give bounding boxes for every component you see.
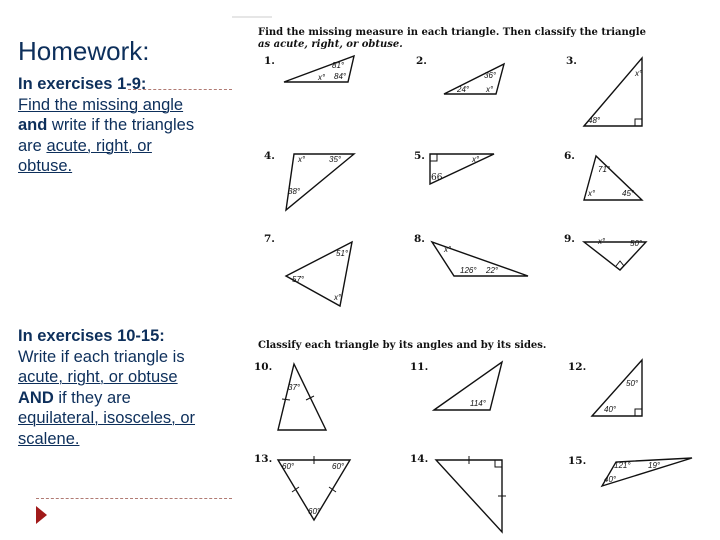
section1-line4: obtuse.: [18, 157, 73, 175]
section2-line2: acute, right, or obtuse: [18, 368, 178, 386]
section1-and: and: [18, 116, 48, 134]
problem-15: [568, 455, 692, 486]
problem-4-angle-b: 35°: [329, 155, 342, 164]
section1-line1: Find the missing angle: [18, 95, 184, 114]
homework-title: Homework:: [18, 36, 150, 66]
problem-11-triangle: [434, 362, 502, 410]
problem-4: [264, 150, 354, 210]
problem-6-angle-b: x°: [588, 189, 596, 198]
problem-5-right-angle-mark: [430, 154, 437, 161]
problem-5-number: 5.: [414, 150, 425, 162]
problem-14: [410, 453, 506, 532]
problem-15-number: 15.: [568, 455, 587, 467]
problem-1-number: 1.: [264, 55, 275, 67]
problem-7-number: 7.: [264, 233, 275, 245]
section2-line4: equilateral, isosceles, or: [18, 409, 196, 427]
problem-13-angle-b: 60°: [332, 462, 345, 471]
section2-and: AND: [18, 388, 54, 407]
section2-line1: Write if each triangle is: [18, 347, 185, 366]
problem-13: [254, 453, 350, 520]
problem-5-angle-b: 66: [431, 173, 443, 183]
problem-3-number: 3.: [566, 55, 577, 67]
problem-5-angle-a: x°: [472, 155, 480, 164]
problem-2: [416, 55, 504, 94]
problem-8-angle-b: 126°: [460, 266, 477, 275]
problem-1-angle-a: 81°: [332, 61, 345, 70]
problem-6-angle-a: 71°: [598, 165, 611, 174]
problem-13-tick-right: [329, 487, 336, 492]
problem-7: [264, 233, 352, 306]
problem-4-triangle: [286, 154, 354, 210]
problem-9-angle-b: 50°: [630, 239, 643, 248]
problem-10-tick-left: [282, 399, 290, 400]
problem-14-number: 14.: [410, 453, 429, 465]
section2-line5: scalene.: [18, 429, 80, 448]
problem-1-angle-c: x°: [318, 73, 326, 82]
problem-12-angle-a: 50°: [626, 379, 639, 388]
problem-6-angle-c: 45°: [622, 189, 635, 198]
section1-line2: [18, 115, 238, 136]
problem-7-angle-a: 51°: [336, 249, 349, 258]
worksheet-drawing: [232, 16, 720, 540]
worksheet-image: [232, 16, 720, 540]
problem-6: [564, 150, 642, 200]
directions-1-line2: as acute, right, or obtuse.: [258, 39, 403, 50]
problem-6-number: 6.: [564, 150, 575, 162]
problem-2-angle-b: 24°: [457, 85, 470, 94]
section2-line3-rest: if they are: [53, 388, 131, 407]
problem-8-angle-a: x°: [444, 245, 452, 254]
problem-14-right-angle-mark: [495, 460, 502, 467]
section1-heading: In exercises 1-9:: [18, 75, 147, 93]
next-slide-arrow-icon[interactable]: [36, 506, 47, 524]
section1-line3: are acute, right, or: [18, 136, 152, 155]
problem-13-tick-left: [292, 487, 299, 492]
problem-11: [410, 361, 502, 410]
problem-7-angle-b: 57°: [292, 275, 305, 284]
problem-2-angle-a: 36°: [484, 71, 497, 80]
problem-8-number: 8.: [414, 233, 425, 245]
problem-4-number: 4.: [264, 150, 275, 162]
section1-line3-options: acute, right, or: [46, 136, 152, 155]
problem-13-angle-a: 60°: [282, 462, 295, 471]
section2-heading: In exercises 10-15:: [18, 327, 165, 345]
problem-4-angle-c: 38°: [288, 187, 301, 196]
problem-7-angle-c: x°: [334, 293, 342, 302]
problem-3-right-angle-mark: [635, 119, 642, 126]
problem-15-angle-a: 121°: [614, 461, 631, 470]
section1-line2-rest: write if the triangles: [47, 116, 195, 134]
problem-13-number: 13.: [254, 453, 273, 465]
problem-1: [264, 55, 354, 82]
problem-3-angle-b: 48°: [588, 116, 601, 125]
problem-13-angle-c: 60°: [308, 507, 321, 516]
section2-line3: [18, 388, 238, 409]
problem-15-angle-c: 40°: [604, 475, 617, 484]
problem-4-angle-a: x°: [298, 155, 306, 164]
problem-12: [568, 360, 642, 416]
problem-11-number: 11.: [410, 361, 429, 373]
problem-12-triangle: [592, 360, 642, 416]
problem-2-number: 2.: [416, 55, 427, 67]
problem-3-angle-a: x°: [635, 69, 643, 78]
problem-3: [566, 55, 643, 126]
problem-10: [254, 361, 326, 430]
problem-8: [414, 233, 528, 276]
problem-10-number: 10.: [254, 361, 273, 373]
problem-11-angle-a: 114°: [470, 399, 486, 408]
problem-9: [564, 233, 646, 270]
dashed-divider-bottom: [36, 498, 232, 499]
section-exercises-10-15: [18, 326, 238, 449]
problem-1-angle-b: 84°: [334, 72, 347, 81]
problem-9-angle-a: x°: [598, 237, 606, 246]
problem-2-angle-c: x°: [486, 85, 494, 94]
problem-9-right-angle-mark: [616, 261, 624, 266]
problem-15-angle-b: 19°: [648, 461, 661, 470]
problem-10-angle-a: 37°: [288, 383, 301, 392]
directions-1-line1: Find the missing measure in each triangle. Then classify the triangle: [258, 27, 646, 38]
problem-12-right-angle-mark: [635, 409, 642, 416]
problem-8-angle-c: 22°: [486, 266, 499, 275]
problem-9-number: 9.: [564, 233, 575, 245]
directions-2: Classify each triangle by its angles and by its sides.: [258, 340, 547, 351]
problem-12-angle-b: 40°: [604, 405, 617, 414]
problem-10-triangle: [278, 364, 326, 430]
problem-5: [414, 150, 494, 184]
dashed-divider-top: [128, 89, 232, 90]
problem-14-triangle: [436, 460, 502, 532]
problem-12-number: 12.: [568, 361, 587, 373]
